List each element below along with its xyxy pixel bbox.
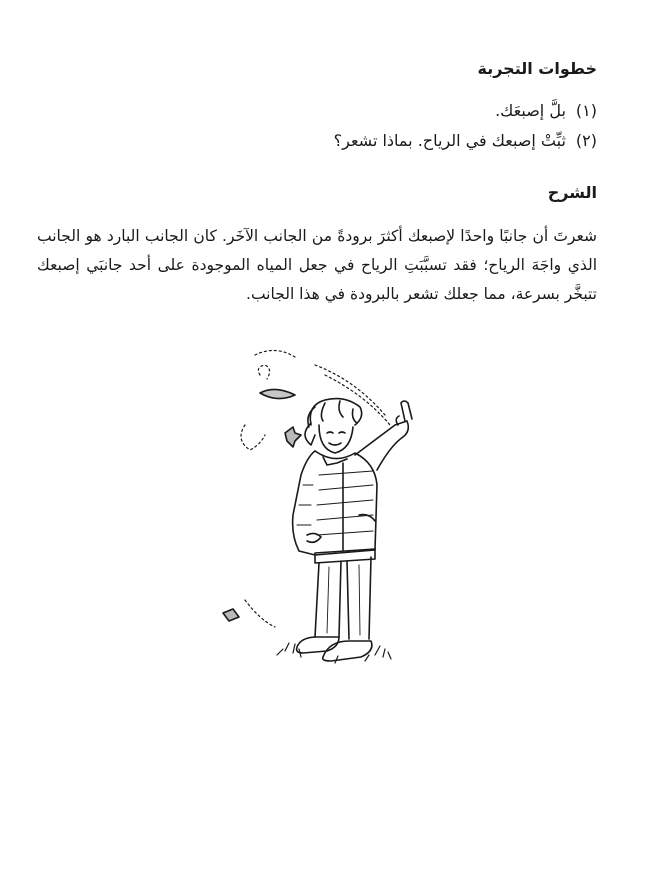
steps-heading: خطوات التجربة — [477, 59, 597, 78]
step-text: بلَّ إصبعَك. — [495, 101, 566, 120]
leaf-icon — [285, 427, 301, 447]
explanation-heading: الشرح — [547, 183, 597, 202]
step-number: (٢) — [575, 131, 597, 150]
step-item — [334, 126, 597, 156]
step-item — [334, 96, 597, 126]
step-number: (١) — [575, 101, 597, 120]
child-in-wind-illustration — [215, 345, 445, 675]
step-text: ثبِّتْ إصبعك في الرياح. بماذا تشعر؟ — [333, 131, 566, 150]
leaf-icon — [223, 609, 239, 621]
explanation-paragraph: شعرتَ أن جانبًا واحدًا لإصبعك أكثرَ برودةً من الجانب الآخَر. كان الجانب البارد هو الجانب الذي واجَهَ الرياح؛ فقد تسبَّبَتِ الرياح في جعل المياه الموجودة على أحد جانبَي إصبعك تتبخَّر بسرعة، مما جعلك تشعر بالبرودة في هذا الجانب. — [37, 227, 597, 303]
leaf-icon — [260, 389, 295, 398]
steps-list — [334, 96, 597, 156]
